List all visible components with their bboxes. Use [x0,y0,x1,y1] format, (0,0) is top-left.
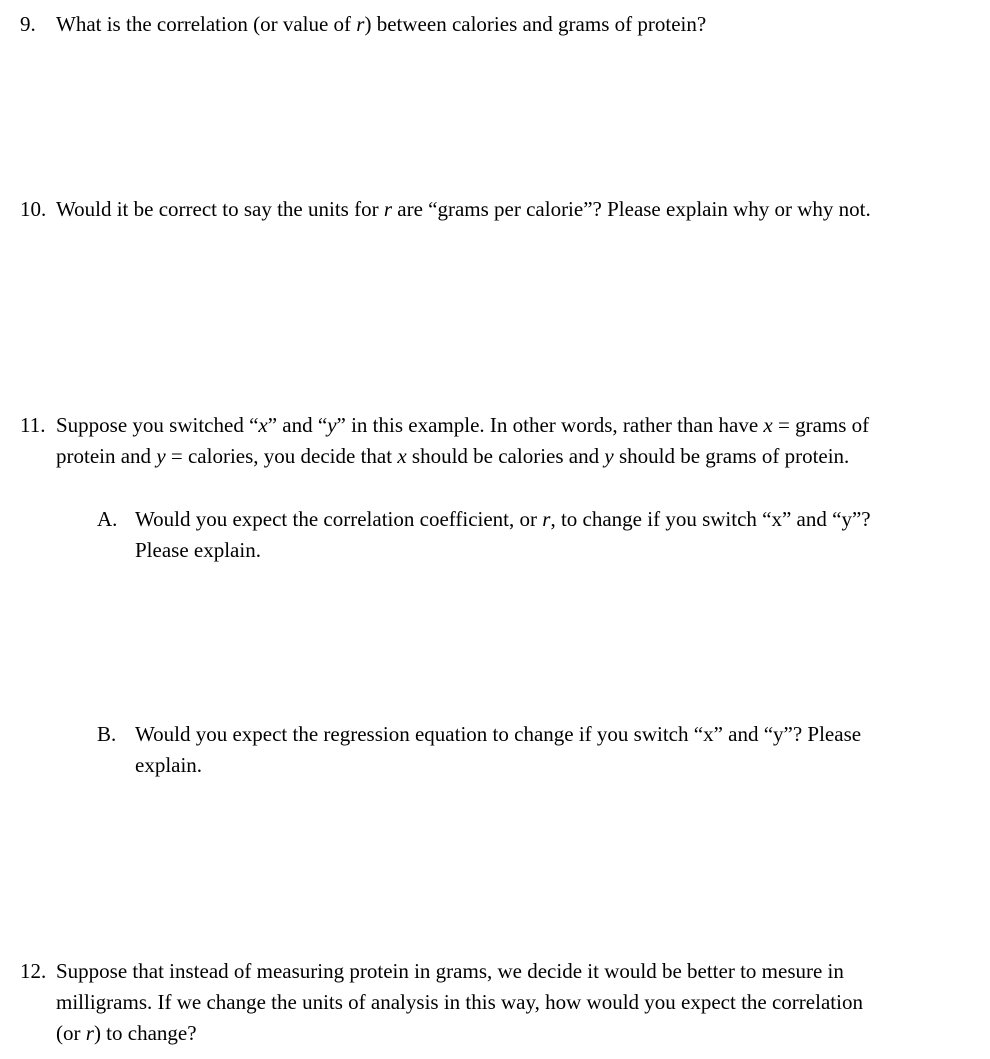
part-text-line-1: Would you expect the correlation coefficient, or r, to change if you switch “x” and “y”? [135,507,871,531]
question-9 [20,9,980,40]
question-text: What is the correlation (or value of r) between calories and grams of protein? [56,12,707,36]
question-10 [20,194,980,225]
question-11-part-a [97,504,977,566]
question-text: Would it be correct to say the units for r are “grams per calorie”? Please explain why or why not. [56,197,871,221]
part-letter: A. [97,507,118,531]
question-number: 9. [20,12,36,36]
part-text-line-2: explain. [135,753,203,777]
question-text-line-2: protein and y = calories, you decide that x should be calories and y should be grams of protein. [56,444,850,468]
question-text-line-1: Suppose you switched “x” and “y” in this example. In other words, rather than have x = grams of [56,413,870,437]
question-number: 10. [20,197,47,221]
question-12 [20,956,980,1049]
part-text-line-1: Would you expect the regression equation to change if you switch “x” and “y”? Please [135,722,862,746]
question-text-line-3: (or r) to change? [56,1021,197,1045]
part-text-line-2: Please explain. [135,538,261,562]
question-text-line-2: milligrams. If we change the units of analysis in this way, how would you expect the correlation [56,990,863,1014]
question-number: 11. [20,413,46,437]
part-letter: B. [97,722,117,746]
question-11-part-b [97,719,977,781]
question-number: 12. [20,959,47,983]
question-11 [20,410,980,472]
question-text-line-1: Suppose that instead of measuring protein in grams, we decide it would be better to mesure in [56,959,844,983]
